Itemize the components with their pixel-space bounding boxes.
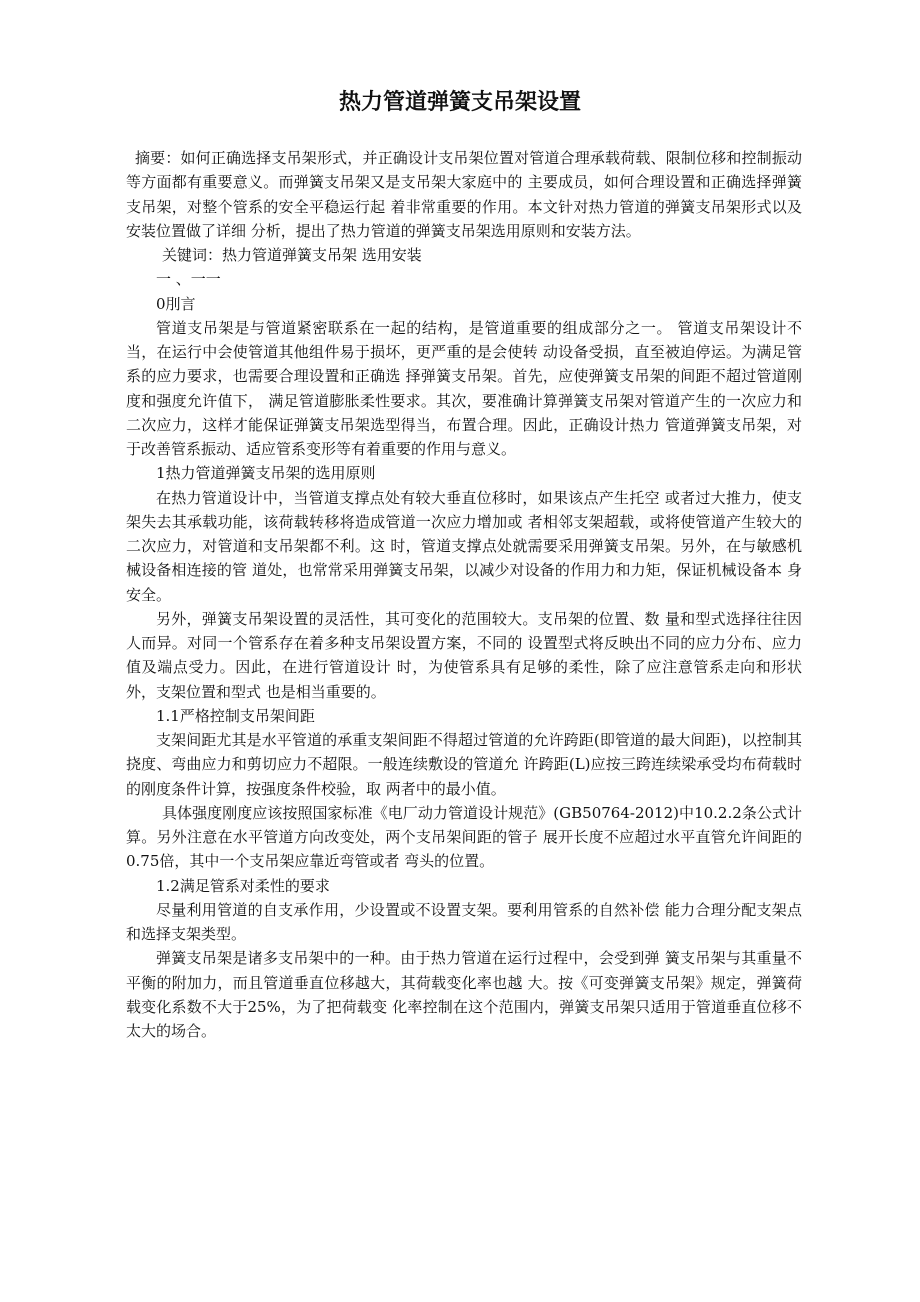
section-1-1-heading: 1.1严格控制支吊架间距 [156,706,315,725]
document-body [126,146,802,1043]
section-1-2-paragraph-1: 尽量利用管道的自支承作用，少设置或不设置支架。要利用管系的自然补偿 能力合理分配支架点和选择支架类型。 [126,900,802,943]
section-1-2-heading: 1.2满足管系对柔性的要求 [156,876,330,895]
abstract-paragraph: 摘要：如何正确选择支吊架形式，并正确设计支吊架位置对管道合理承载荷载、限制位移和控制振动等方面都有重要意义。而弹簧支吊架又是支吊架大家庭中的 主要成员，如何合理设置和正确选择弹簧支吊架，对整个管系的安全平稳运行起 着非常重要的作用。本文针对热力管道的弹簧支吊架形式以及安装位置做了详细 分析，提出了热力管道的弹簧支吊架选用原则和安装方法。 [126,149,802,240]
section-1-paragraph-2: 另外，弹簧支吊架设置的灵活性，其可变化的范围较大。支吊架的位置、数 量和型式选择往往因人而异。对同一个管系存在着多种支吊架设置方案，不同的 设置型式将反映出不同的应力分布、应力值及端点受力。因此，在进行管道设计 时，为使管系具有足够的柔性，除了应注意管系走向和形状外，支架位置和型式 也是相当重要的。 [126,609,802,701]
section-1-1-paragraph-2: 具体强度刚度应该按照国家标准《电厂动力管道设计规范》(GB50764-2012)中10.2.2条公式计算。另外注意在水平管道方向改变处，两个支吊架间距的管子 展开长度不应超过水平直管允许间距的0.75倍，其中一个支吊架应靠近弯管或者 弯头的位置。 [126,803,802,871]
section-1-2-paragraph-2: 弹簧支吊架是诸多支吊架中的一种。由于热力管道在运行过程中，会受到弹 簧支吊架与其重量不平衡的附加力，而且管道垂直位移越大，其荷载变化率也越 大。按《可变弹簧支吊架》规定，弹簧荷载变化系数不大于25%，为了把荷载变 化率控制在这个范围内，弹簧支吊架只适用于管道垂直位移不太大的场合。 [126,949,802,1040]
section-1-heading: 1热力管道弹簧支吊架的选用原则 [156,464,376,483]
section-0-paragraph-1: 管道支吊架是与管道紧密联系在一起的结构，是管道重要的组成部分之一。 管道支吊架设计不当，在运行中会使管道其他组件易于损坏，更严重的是会使转 动设备受损，直至被迫停运。为满足管系的应力要求，也需要合理设置和正确选 择弹簧支吊架。首先，应使弹簧支吊架的间距不超过管道刚度和强度允许值下， 满足管道膨胀柔性要求。其次，要准确计算弹簧支吊架对管道产生的一次应力和 二次应力，这样才能保证弹簧支吊架选型得当，布置合理。因此，正确设计热力 管道弹簧支吊架，对于改善管系振动、适应管系变形等有着重要的作用与意义。 [126,318,802,458]
section-1-1-paragraph-1: 支架间距尤其是水平管道的承重支架间距不得超过管道的允许跨距(即管道的最大间距)，以控制其挠度、弯曲应力和剪切应力不超限。一般连续敷设的管道允 许跨距(L)应按三跨连续梁承受均布荷载时的刚度条件计算，按强度条件校验，取 两者中的最小值。 [126,731,802,798]
section-0-heading: 0刖言 [156,294,196,313]
separator-line: 一 、一一 [156,270,221,289]
keywords-line: 关键词：热力管道弹簧支吊架 选用安装 [162,246,422,264]
section-1-paragraph-1: 在热力管道设计中，当管道支撑点处有较大垂直位移时，如果该点产生托空 或者过大推力，使支架失去其承载功能，该荷载转移将造成管道一次应力增加或 者相邻支架超载，或将使管道产生较大的二次应力，对管道和支吊架都不利。这 时，管道支撑点处就需要采用弹簧支吊架。另外，在与敏感机械设备相连接的管 道处，也常常采用弹簧支吊架，以减少对设备的作用力和力矩，保证机械设备本 身安全。 [126,488,802,604]
document-title: 热力管道弹簧支吊架设置 [338,90,581,115]
